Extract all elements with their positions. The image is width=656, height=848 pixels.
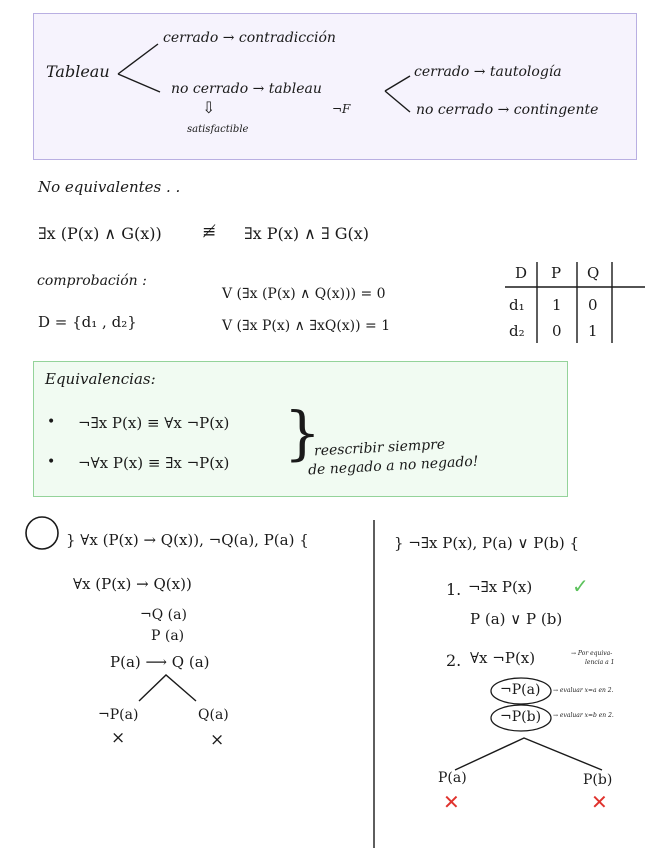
non-equiv-symbol: ≢: [202, 222, 217, 242]
non-equiv-title: No equivalentes . .: [38, 178, 181, 196]
domain-formula: D = {d₁ , d₂}: [38, 313, 137, 331]
right-step-2: ∀x ¬P(x): [470, 649, 536, 667]
branch-line-not-closed2: [385, 91, 410, 112]
right-elem-neg-pb: ¬P(b): [500, 709, 542, 725]
equivalence-2: ¬∀x P(x) ≡ ∃x ¬P(x): [78, 454, 230, 472]
contradiction-text: contradicción: [238, 30, 336, 46]
contingent-text: contingente: [513, 102, 599, 118]
satisfiable-label: satisfactible: [187, 124, 249, 135]
branch-line-not-closed: [118, 74, 160, 92]
right-tableau-branch: [455, 738, 602, 770]
table-header-p: P: [551, 264, 562, 282]
arrow-icon: →: [473, 64, 486, 80]
check-icon: ✓: [572, 574, 589, 598]
equivalence-1: ¬∃x P(x) ≡ ∀x ¬P(x): [78, 414, 230, 432]
left-line-3: P (a): [151, 628, 185, 644]
table-cell: 1: [552, 296, 562, 314]
brace-icon: }: [284, 399, 321, 467]
table-cell: 0: [588, 296, 598, 314]
tableau-neg-text: tableau: [268, 81, 322, 97]
closed-label: [163, 30, 336, 46]
branch-line-closed2: [385, 76, 410, 91]
left-set: } ∀x (P(x) → Q(x)), ¬Q(a), P(a) {: [66, 531, 309, 549]
left-tableau-branch: [139, 675, 196, 701]
right-step-1: ¬∃x P(x): [468, 578, 533, 596]
step-number-1: 1.: [446, 580, 462, 599]
table-cell: d₂: [509, 322, 525, 340]
arrow-icon: →: [252, 81, 265, 97]
table-header-q: Q: [587, 264, 600, 282]
cross-icon: ×: [210, 730, 225, 750]
left-line-4: P(a) ⟶ Q (a): [110, 653, 210, 671]
closed2-label: [414, 64, 562, 80]
right-step-1b: P (a) ∨ P (b): [470, 610, 563, 628]
table-cell: d₁: [509, 296, 525, 314]
left-leaf-neg-pa: ¬P(a): [98, 707, 139, 723]
circle-marker: [26, 517, 58, 549]
left-line-2: ¬Q (a): [140, 607, 187, 623]
not-closed-label: [171, 81, 322, 97]
tableau-root-label: Tableau: [46, 62, 110, 81]
red-cross-icon: ✕: [443, 790, 460, 814]
left-leaf-qa: Q(a): [198, 707, 229, 723]
equivalences-title: Equivalencias:: [45, 370, 156, 388]
cross-icon: ×: [111, 728, 126, 748]
tautology-text: tautología: [489, 64, 562, 80]
right-elem-neg-pa: ¬P(a): [500, 682, 541, 698]
arrow-icon: →: [222, 30, 235, 46]
right-set: } ¬∃x P(x), P(a) ∨ P(b) {: [394, 534, 580, 552]
check-label: comprobación :: [37, 273, 147, 289]
bullet-icon: •: [47, 454, 56, 470]
valuation-2: V (∃x P(x) ∧ ∃xQ(x)) = 1: [222, 318, 391, 334]
not-closed2-text: no cerrado: [416, 102, 494, 118]
right-leaf-pb: P(b): [583, 772, 613, 788]
neg-f-label: ¬F: [332, 102, 351, 116]
non-equiv-right-formula: ∃x P(x) ∧ ∃ G(x): [244, 224, 369, 243]
step-number-2: 2.: [446, 651, 462, 670]
non-equiv-left-formula: ∃x (P(x) ∧ G(x)): [38, 224, 162, 243]
closed-text: cerrado: [163, 30, 219, 46]
table-header-d: D: [515, 264, 528, 282]
table-cell: 1: [588, 322, 598, 340]
elem-neg-pa-note: → evaluar x=a en 2.: [553, 687, 614, 694]
step-2-note-1: → Por equiva-: [571, 650, 613, 657]
step-2-note-2: lencia a 1: [585, 659, 615, 666]
right-leaf-pa: P(a): [438, 770, 467, 786]
bullet-icon: •: [47, 414, 56, 430]
left-line-1: ∀x (P(x) → Q(x)): [73, 575, 192, 593]
elem-neg-pb-note: → evaluar x=b en 2.: [553, 712, 614, 719]
branch-line-closed: [118, 44, 158, 74]
closed2-text: cerrado: [414, 64, 470, 80]
equivalence-note-2: de negado a no negado!: [307, 453, 479, 479]
red-cross-icon: ✕: [591, 790, 608, 814]
equivalence-note-1: reescribir siempre: [313, 436, 446, 460]
arrow-icon: →: [497, 102, 510, 118]
not-closed-text: no cerrado: [171, 81, 249, 97]
valuation-1: V (∃x (P(x) ∧ Q(x))) = 0: [222, 286, 386, 302]
table-cell: 0: [552, 322, 562, 340]
not-closed2-label: [416, 102, 598, 118]
down-arrow-icon: ⇩: [202, 98, 216, 117]
